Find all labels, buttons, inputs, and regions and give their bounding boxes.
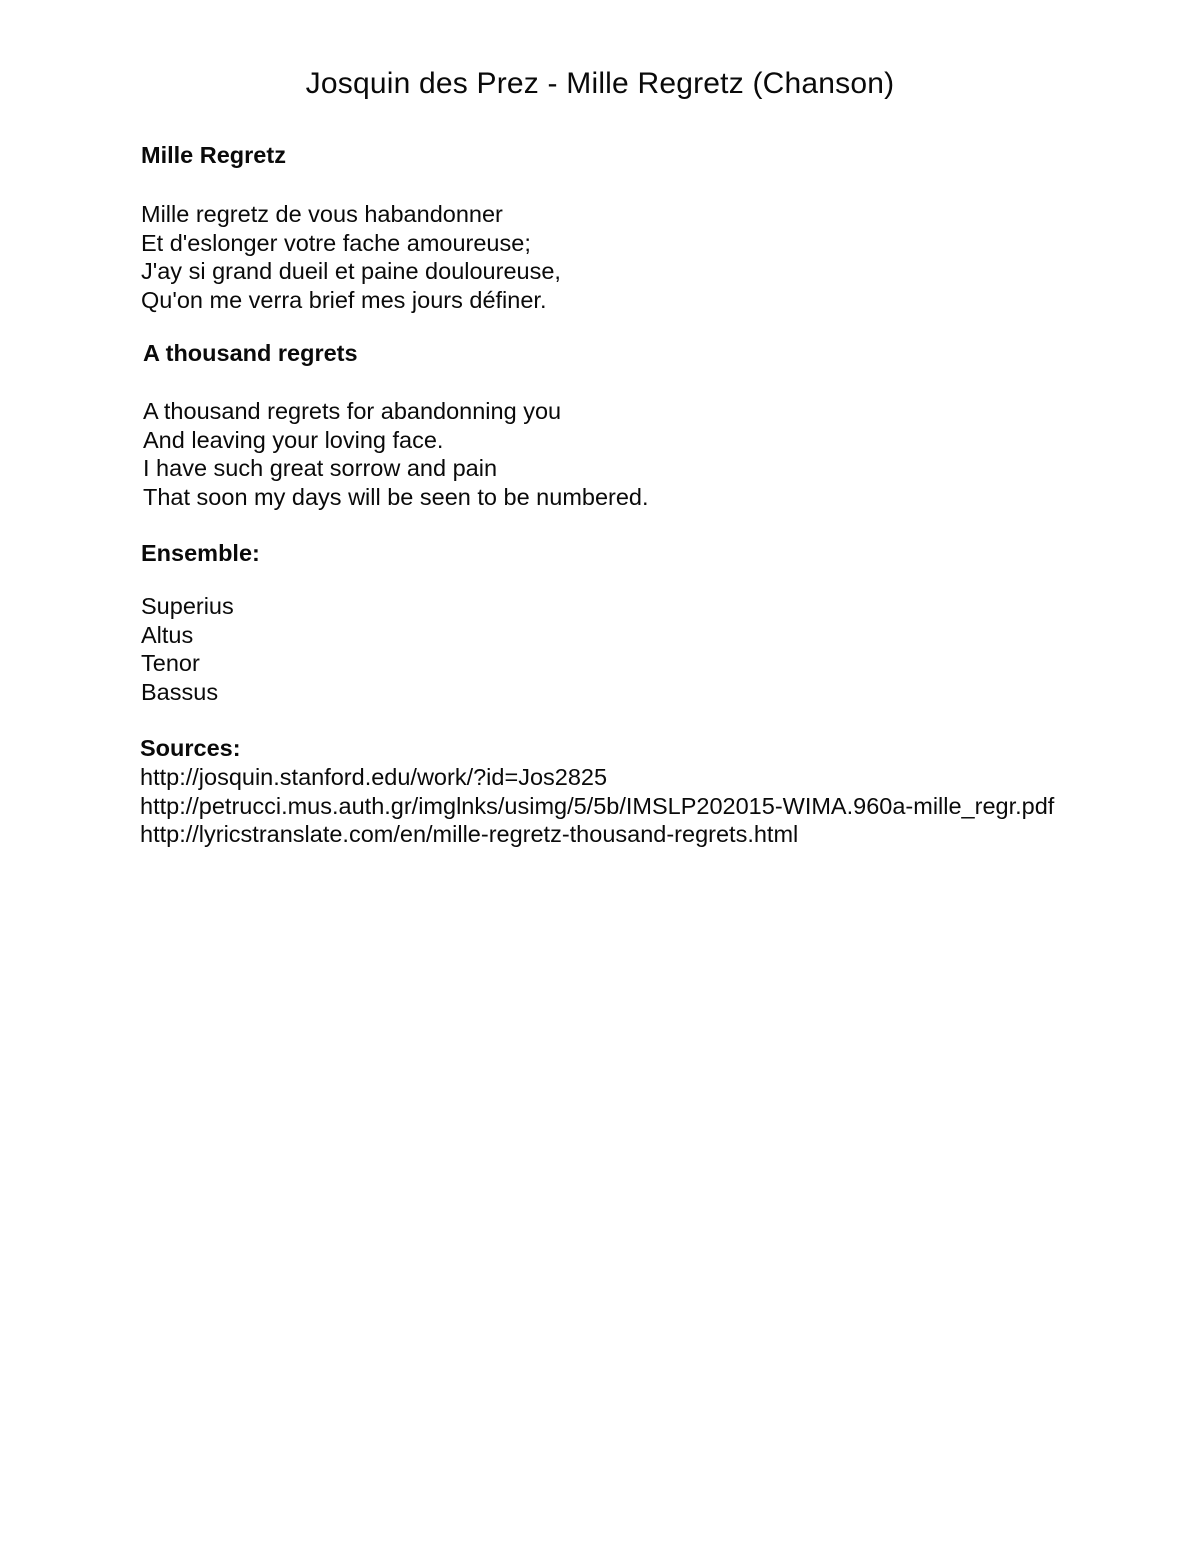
verse-line: Qu'on me verra brief mes jours définer. — [141, 286, 547, 313]
verse-line: Mille regretz de vous habandonner — [141, 201, 503, 227]
source-url-list — [140, 763, 1054, 849]
verse-line: J'ay si grand dueil et paine douloureuse, — [141, 258, 561, 284]
section-heading-a-thousand-regrets: A thousand regrets — [143, 340, 358, 366]
verse-line: Et d'eslonger votre fache amoureuse; — [141, 229, 531, 256]
section-heading-sources: Sources: — [140, 735, 241, 761]
verse-line: A thousand regrets for abandonning you — [143, 398, 562, 424]
verse-line: I have such great sorrow and pain — [143, 455, 498, 481]
section-heading-ensemble: Ensemble: — [141, 540, 260, 566]
verse-french — [141, 200, 561, 314]
source-url[interactable]: http://lyricstranslate.com/en/mille-regretz-thousand-regrets.html — [140, 821, 799, 847]
verse-line: And leaving your loving face. — [143, 426, 444, 453]
source-url[interactable]: http://josquin.stanford.edu/work/?id=Jos2825 — [140, 764, 608, 790]
ensemble-voice: Altus — [141, 621, 194, 648]
ensemble-voice-list — [141, 592, 234, 706]
verse-line: That soon my days will be seen to be numbered. — [143, 483, 649, 510]
verse-english — [143, 397, 649, 511]
ensemble-voice: Bassus — [141, 678, 219, 705]
section-heading-mille-regretz: Mille Regretz — [141, 142, 286, 168]
document-title: Josquin des Prez - Mille Regretz (Chanson) — [305, 67, 895, 100]
ensemble-voice: Tenor — [141, 650, 200, 676]
ensemble-voice: Superius — [141, 593, 234, 619]
source-url[interactable]: http://petrucci.mus.auth.gr/imglnks/usimg/5/5b/IMSLP202015-WIMA.960a-mille_regr.pdf — [140, 792, 1055, 819]
